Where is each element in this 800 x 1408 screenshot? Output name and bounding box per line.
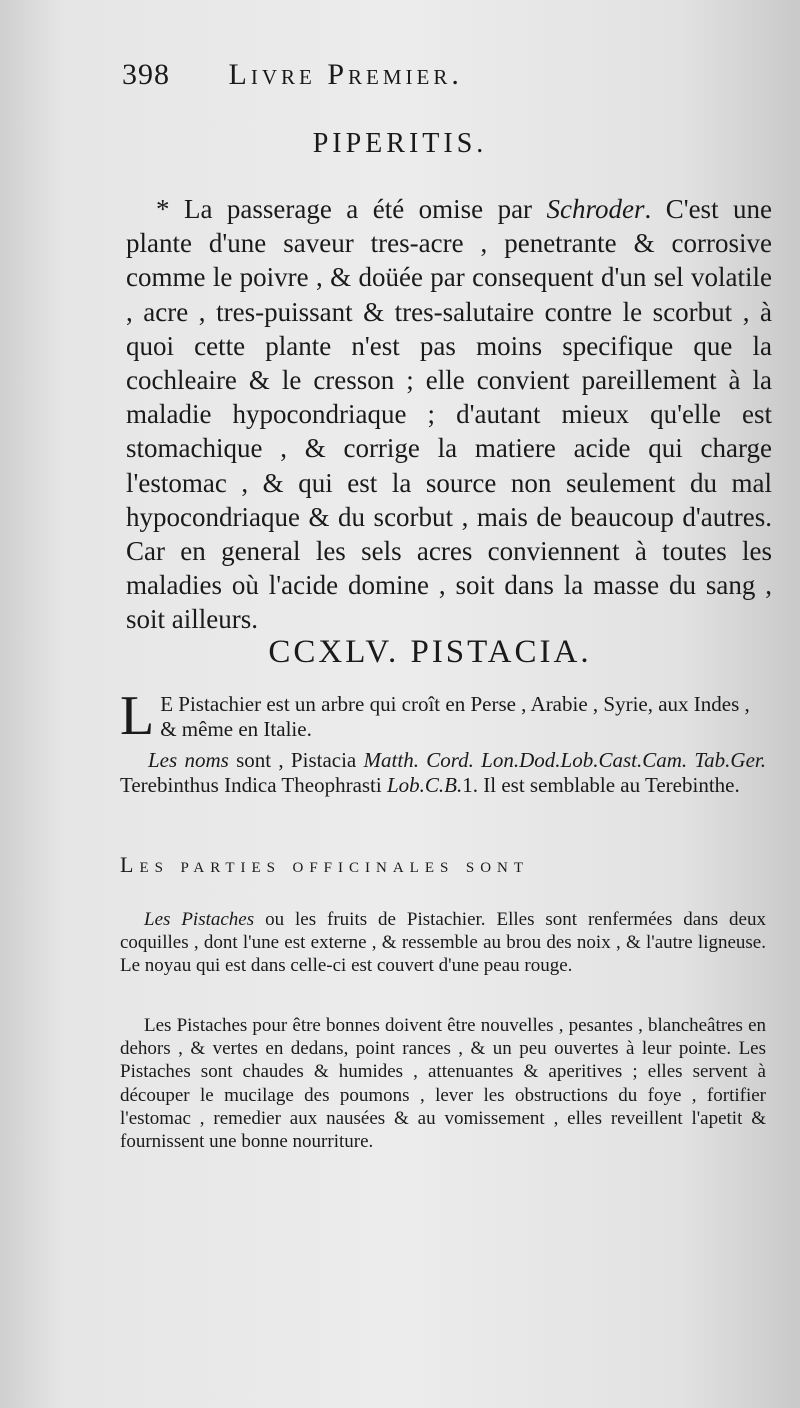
paragraph-lead: Les noms [148,748,229,772]
paragraph-passerage [126,192,772,637]
paragraph-text: sont , Pistacia [228,748,364,772]
section-title: PIPERITIS. [312,128,488,159]
paragraph-text: 1. Il est semblable au Terebinthe. [462,773,740,797]
references: Matth. Cord. Lon.Dod.Lob.Cast.Cam. Tab.Ger. [363,748,767,772]
paragraph-lead: * La passerage a été omise par [156,194,533,224]
paragraph-text: ou les fruits de Pistachier. Elles sont renfermées dans deux coquilles , dont l'une est externe , & ressemble au brou des noix , & l'autre ligneuse. Le noyau qui est dans celle-ci est couvert d'une peau rouge. [120,909,766,976]
page-number: 398 [122,58,170,91]
drop-cap: L [120,685,155,747]
paragraph-names [120,748,766,798]
author-name: Schroder [546,194,645,224]
paragraph-lead: Les Pistaches [144,909,255,930]
paragraph-qualities: Les Pistaches pour être bonnes doivent être nouvelles , pesantes , blancheâtres en dehors , & vertes en dedans, point rances , & un peu ouvertes à leur pointe. Les Pistaches sont chaudes & humides , attenuantes & aperitives ; elles servent à découper le mucilage des poumons , lever les obstructions du foye , fortifier l'estomac , remedier aux nausées & au vomissement , elles reveillent l'apetit & fournissent une bonne nourriture. [120,1015,766,1153]
chapter-title: CCXLV. PISTACIA. [268,634,592,670]
paragraph-text: E Pistachier est un arbre qui croît en Perse , Arabie , Syrie, aux Indes , & même en Italie. [160,692,750,741]
paragraph-text: Terebinthus Indica Theophrasti [120,773,387,797]
paragraph-pistachier [120,685,766,747]
paragraph-pistaches [120,908,766,977]
references: Lob.C.B. [386,773,463,797]
running-header [122,58,622,92]
paragraph-text: . C'est une plante d'une saveur tres-acre , penetrante & corrosive comme le poivre , & doüée par consequent d'un sel volatile , acre , tres-puissant & tres-salutaire contre le scorbut , à quoi cette plante n'est pas moins specifique que la cochleaire & le cresson ; elle convient pareillement à la maladie hypocondriaque ; d'autant mieux qu'elle est stomachique , & corrige la matiere acide qui charge l'estomac , & qui est la source non seulement du mal hypocondriaque & du scorbut , mais de beaucoup d'autres. Car en general les sels acres conviennent à toutes les maladies où l'acide domine , soit dans la masse du sang , soit ailleurs. [126,194,773,635]
subheading: Les parties officinales sont [120,852,530,877]
running-title: Livre Premier. [228,58,463,91]
